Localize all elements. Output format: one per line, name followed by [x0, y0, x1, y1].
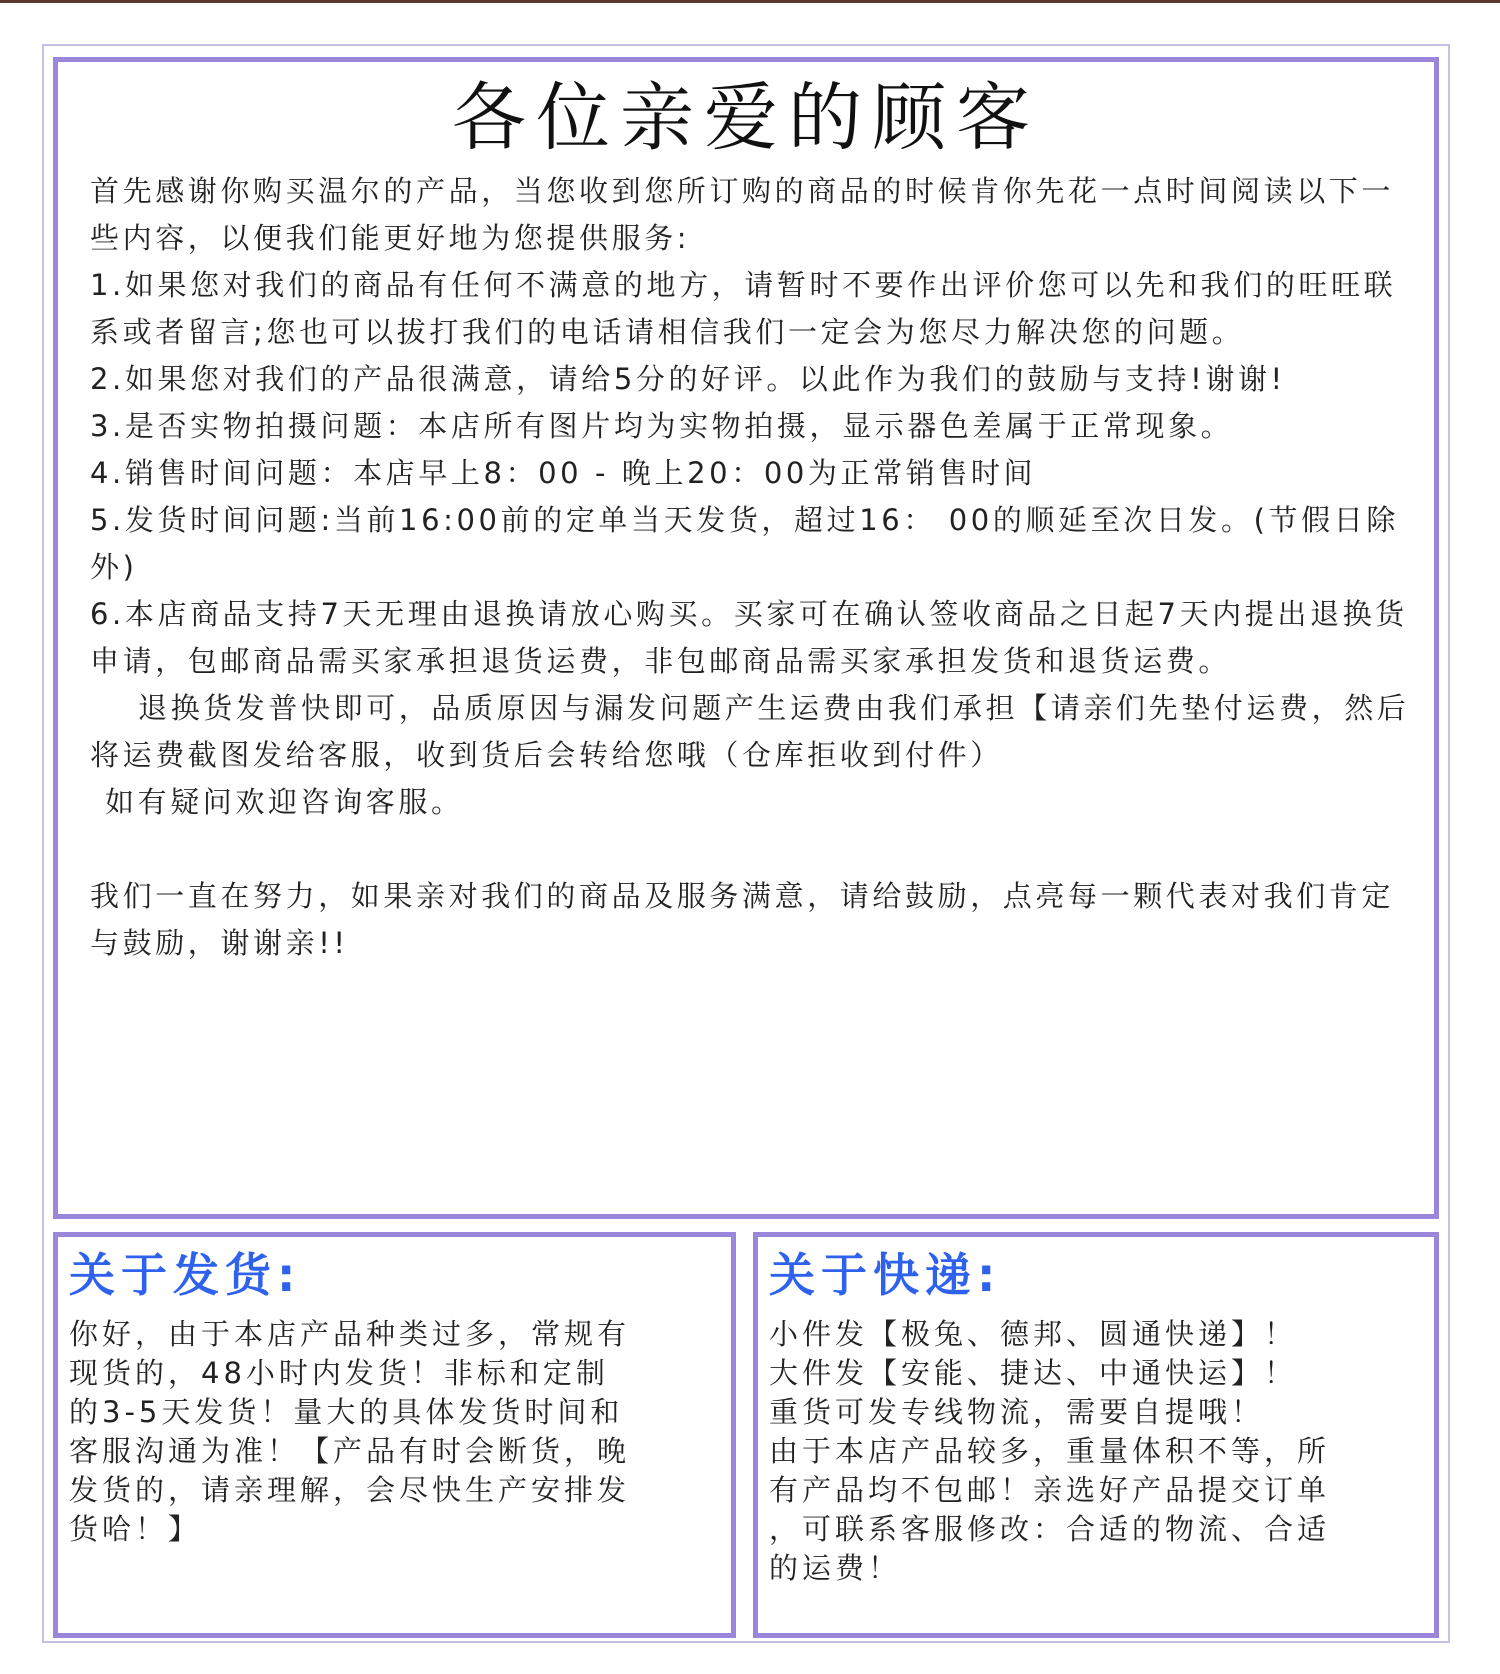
- notice-intro: 首先感谢你购买温尔的产品，当您收到您所订购的商品的时候肯你先花一点时间阅读以下一些内容，以便我们能更好地为您提供服务:: [90, 174, 1395, 255]
- notice-item-6: 6.本店商品支持7天无理由退换请放心购买。买家可在确认签收商品之日起7天内提出退换货申请，包邮商品需买家承担退货运费，非包邮商品需买家承担发货和退货运费。: [90, 597, 1408, 678]
- shipping-line: 的3-5天发货！量大的具体发货时间和: [69, 1395, 624, 1429]
- notice-closing: 我们一直在努力，如果亲对我们的商品及服务满意，请给鼓励，点亮每一颗代表对我们肯定与鼓励，谢谢亲!!: [90, 879, 1395, 960]
- shipping-line: 你好，由于本店产品种类过多，常规有: [69, 1317, 631, 1351]
- shipping-line: 发货的，请亲理解，会尽快生产安排发: [69, 1473, 631, 1507]
- notice-item-2: 2.如果您对我们的产品很满意，请给5分的好评。以此作为我们的鼓励与支持!谢谢!: [90, 362, 1286, 396]
- express-body: [769, 1315, 1426, 1588]
- notice-return-note: 退换货发普快即可，品质原因与漏发问题产生运费由我们承担【请亲们先垫付运费，然后将运费截图发给客服，收到货后会转给您哦（仓库拒收到付件）: [90, 691, 1410, 772]
- express-line: 有产品均不包邮！亲选好产品提交订单: [769, 1473, 1331, 1507]
- express-line: 重货可发专线物流，需要自提哦！: [769, 1395, 1265, 1429]
- notice-body: [90, 168, 1410, 967]
- shipping-line: 现货的，48小时内发货！非标和定制: [69, 1356, 609, 1390]
- notice-title: 各位亲爱的顾客: [452, 75, 1040, 161]
- notice-item-5: 5.发货时间问题:当前16:00前的定单当天发货，超过16： 00的顺延至次日发。(节假日除外): [90, 503, 1399, 584]
- notice-spacer: [90, 826, 1410, 873]
- notice-contact-note: 如有疑问欢迎咨询客服。: [105, 785, 464, 819]
- shipping-title: 关于发货:: [69, 1248, 302, 1302]
- top-divider: [0, 0, 1500, 3]
- shipping-panel: [53, 1232, 736, 1638]
- shipping-body: [69, 1315, 723, 1549]
- express-line: 由于本店产品较多，重量体积不等，所: [769, 1434, 1331, 1468]
- customer-notice-panel: [53, 57, 1439, 1219]
- notice-item-3: 3.是否实物拍摄问题：本店所有图片均为实物拍摄，显示器色差属于正常现象。: [90, 409, 1234, 443]
- shipping-line: 货哈！】: [69, 1512, 202, 1546]
- notice-item-1: 1.如果您对我们的商品有任何不满意的地方，请暂时不要作出评价您可以先和我们的旺旺联系或者留言;您也可以拔打我们的电话请相信我们一定会为您尽力解决您的问题。: [90, 268, 1397, 349]
- express-line: ，可联系客服修改：合适的物流、合适: [769, 1512, 1331, 1546]
- express-line: 的运费！: [769, 1551, 902, 1585]
- express-panel: [753, 1232, 1439, 1638]
- express-line: 大件发【安能、捷达、中通快运】！: [769, 1356, 1298, 1390]
- express-line: 小件发【极兔、德邦、圆通快递】！: [769, 1317, 1298, 1351]
- express-title: 关于快递:: [769, 1248, 1002, 1302]
- shipping-line: 客服沟通为准！【产品有时会断货，晚: [69, 1434, 631, 1468]
- notice-item-4: 4.销售时间问题：本店早上8：00 - 晚上20：00为正常销售时间: [90, 456, 1037, 490]
